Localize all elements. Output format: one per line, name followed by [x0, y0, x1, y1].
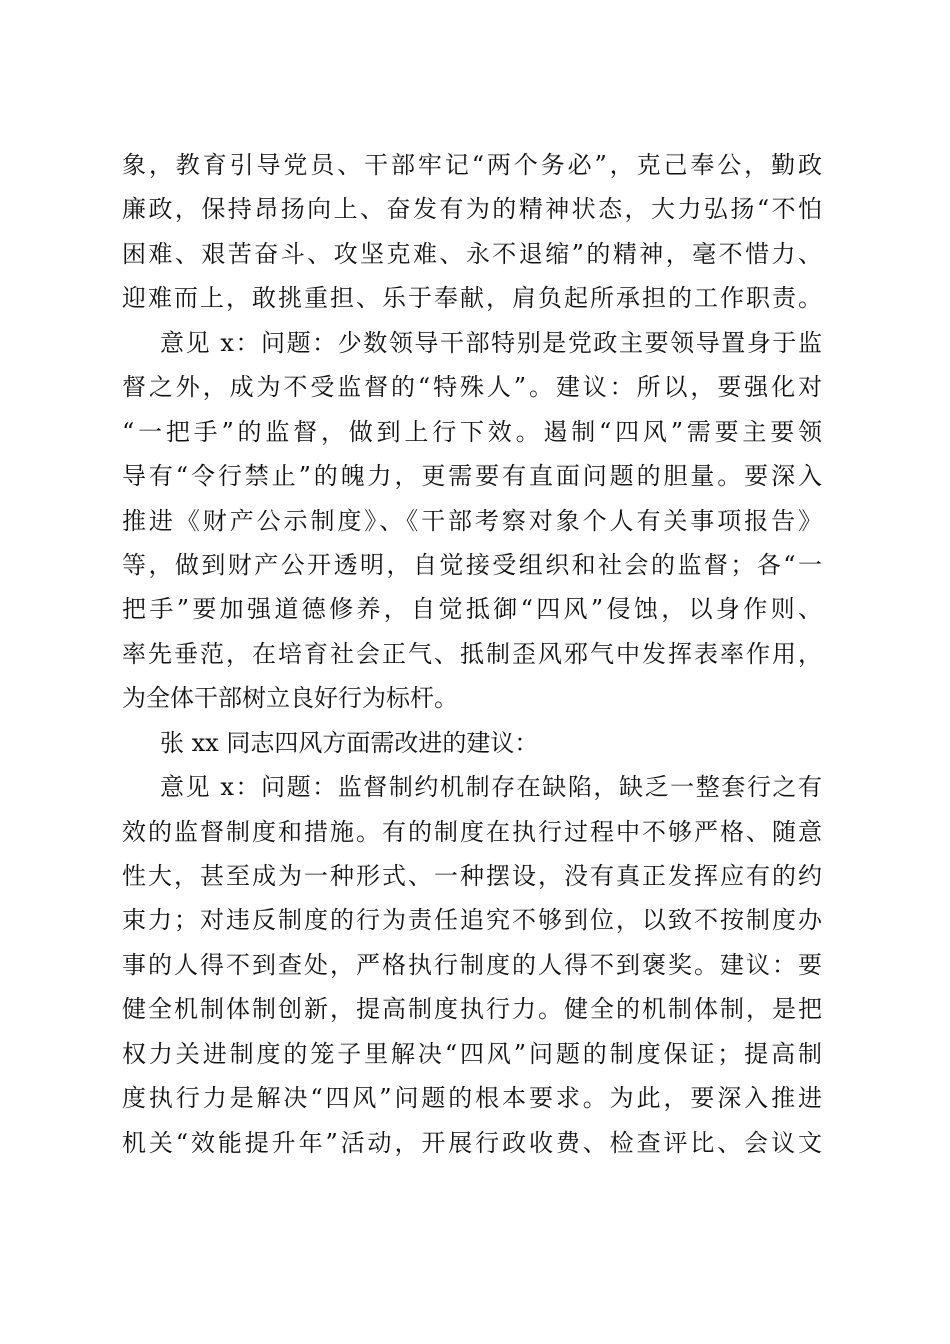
- text-line: 等，做到财产公开透明，自觉接受组织和社会的监督；各“一: [122, 550, 822, 579]
- text-line: 束力；对违反制度的行为责任追究不够到位，以致不按制度办: [122, 906, 822, 935]
- text-line: “一把手”的监督，做到上行下效。遏制“四风”需要主要领: [122, 417, 822, 446]
- paragraph-end-line: 为全体干部树立良好行为标杆。: [122, 684, 458, 713]
- text-line: 导有“令行禁止”的魄力，更需要有直面问题的胆量。要深入: [122, 462, 822, 491]
- text-line: 督之外，成为不受监督的“特殊人”。建议：所以，要强化对: [122, 373, 822, 402]
- text-line: 推进《财产公示制度》、《干部考察对象个人有关事项报告》: [122, 506, 822, 535]
- text-line: 廉政，保持昂扬向上、奋发有为的精神状态，大力弘扬“不怕: [122, 195, 822, 224]
- text-line: 率先垂范，在培育社会正气、抵制歪风邪气中发挥表率作用，: [122, 639, 822, 668]
- paragraph-start-line: 意见 x：问题：监督制约机制存在缺陷，缺乏一整套行之有: [160, 773, 822, 802]
- text-line: 性大，甚至成为一种形式、一种摆设，没有真正发挥应有的约: [122, 862, 822, 890]
- text-line: 机关“效能提升年”活动，开展行政收费、检查评比、会议文: [122, 1128, 822, 1157]
- text-line: 把手”要加强道德修养，自觉抵御“四风”侵蚀，以身作则、: [122, 595, 822, 624]
- text-line: 事的人得不到查处，严格执行制度的人得不到褒奖。建议：要: [122, 950, 822, 979]
- text-line: 度执行力是解决“四风”问题的根本要求。为此，要深入推进: [122, 1084, 822, 1113]
- text-line: 迎难而上，敢挑重担、乐于奉献，肩负起所承担的工作职责。: [122, 284, 822, 313]
- document-body: [122, 143, 822, 1165]
- text-line: 困难、艰苦奋斗、攻坚克难、永不退缩”的精神，毫不惜力、: [122, 239, 822, 268]
- text-line: 效的监督制度和措施。有的制度在执行过程中不够严格、随意: [122, 817, 822, 846]
- section-heading: 张 xx 同志四风方面需改进的建议：: [160, 728, 539, 757]
- text-line: 象，教育引导党员、干部牢记“两个务必”，克己奉公，勤政: [122, 151, 822, 179]
- text-line: 健全机制体制创新，提高制度执行力。健全的机制体制，是把: [122, 995, 822, 1024]
- text-line: 权力关进制度的笼子里解决“四风”问题的制度保证；提高制: [122, 1039, 822, 1068]
- paragraph-start-line: 意见 x：问题：少数领导干部特别是党政主要领导置身于监: [160, 328, 822, 357]
